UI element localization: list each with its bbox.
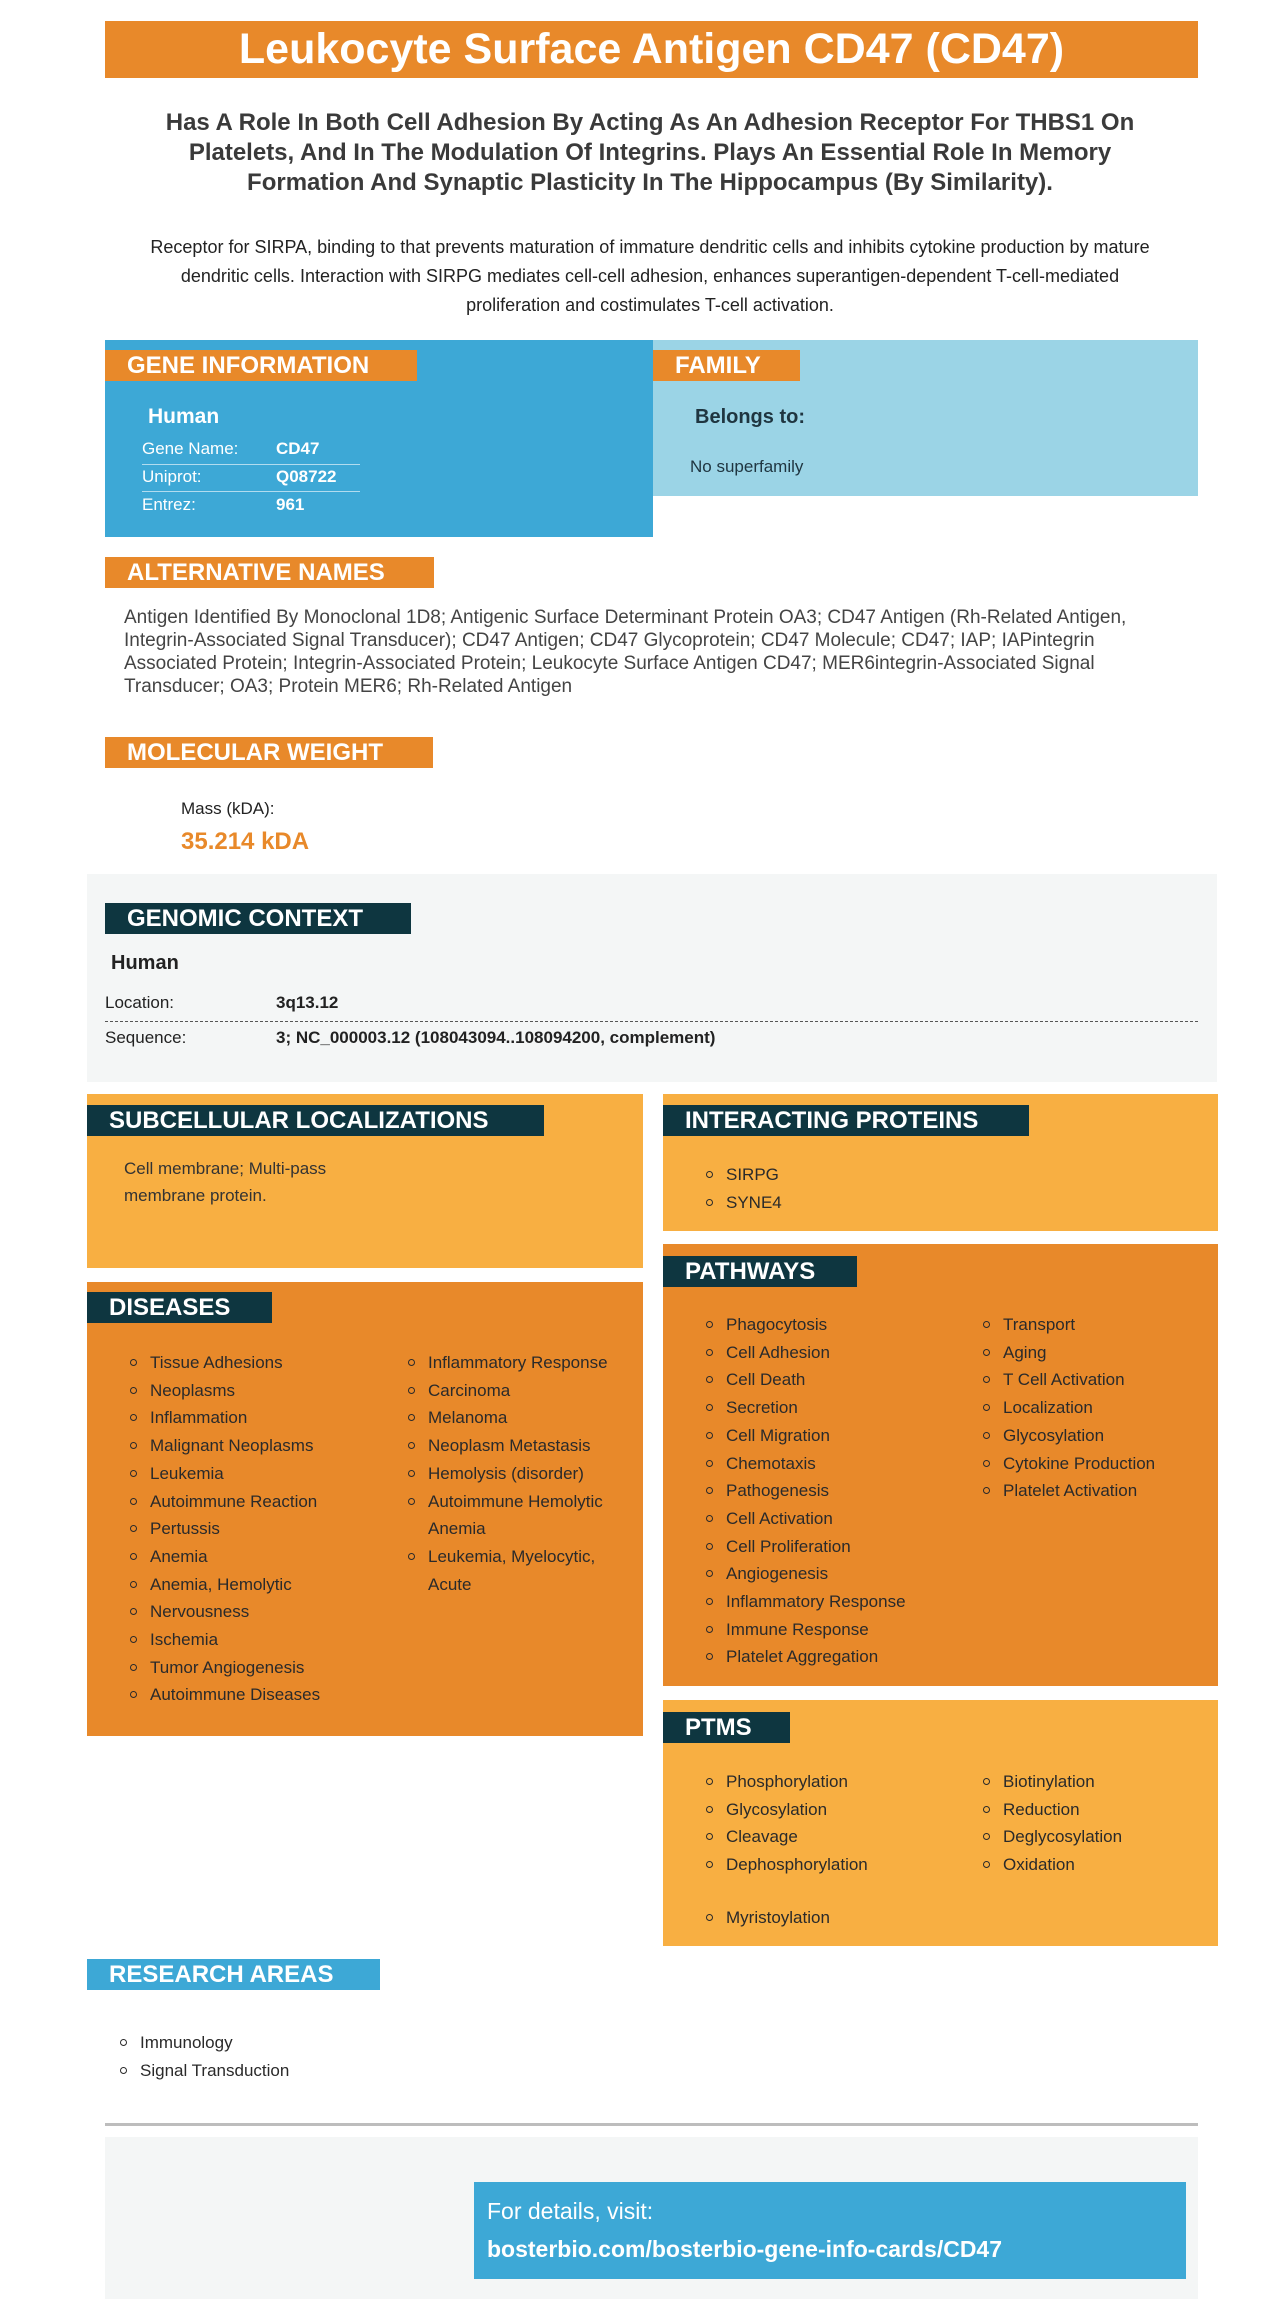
list-item: Oxidation xyxy=(983,1851,1203,1879)
location-value: 3q13.12 xyxy=(276,993,339,1012)
details-label: For details, visit: xyxy=(487,2198,654,2224)
uniprot-label: Uniprot: xyxy=(142,467,202,486)
list-item: Inflammatory Response xyxy=(408,1349,628,1377)
list-item: Platelet Activation xyxy=(983,1477,1203,1505)
list-item: Carcinoma xyxy=(408,1377,628,1405)
list-item: Melanoma xyxy=(408,1404,628,1432)
list-item: Transport xyxy=(983,1311,1203,1339)
ptms-list-extra xyxy=(706,1904,966,1932)
list-item: Deglycosylation xyxy=(983,1823,1203,1851)
list-item: Immune Response xyxy=(706,1616,966,1644)
list-item: Anemia xyxy=(130,1543,370,1571)
page-title: Leukocyte Surface Antigen CD47 (CD47) xyxy=(105,21,1198,78)
mass-label: Mass (kDA): xyxy=(181,799,275,818)
list-item: SYNE4 xyxy=(706,1189,782,1217)
location-label: Location: xyxy=(105,993,174,1012)
list-item: Nervousness xyxy=(130,1598,370,1626)
list-item: Platelet Aggregation xyxy=(706,1643,966,1671)
interacting-proteins-list xyxy=(706,1161,782,1216)
family-belongs-label: Belongs to: xyxy=(695,406,805,428)
interacting-proteins-heading: INTERACTING PROTEINS xyxy=(663,1105,1029,1136)
diseases-list-left xyxy=(130,1349,370,1709)
details-url-link[interactable]: bosterbio.com/bosterbio-gene-info-cards/CD47 xyxy=(487,2236,1003,2262)
list-item: Tissue Adhesions xyxy=(130,1349,370,1377)
list-item: Autoimmune Diseases xyxy=(130,1681,370,1709)
details-link-box[interactable] xyxy=(474,2182,1186,2279)
list-item: Leukemia xyxy=(130,1460,370,1488)
family-value: No superfamily xyxy=(690,457,804,476)
list-item: Anemia, Hemolytic xyxy=(130,1571,370,1599)
list-item: Cell Adhesion xyxy=(706,1339,966,1367)
gene-name-label: Gene Name: xyxy=(142,439,239,458)
pathways-list-right xyxy=(983,1311,1203,1505)
list-item: Secretion xyxy=(706,1394,966,1422)
list-item: Autoimmune Hemolytic Anemia xyxy=(408,1488,628,1543)
list-item: Tumor Angiogenesis xyxy=(130,1654,370,1682)
list-item: Leukemia, Myelocytic, Acute xyxy=(408,1543,628,1598)
subcellular-text: Cell membrane; Multi-pass membrane protein. xyxy=(124,1159,327,1205)
subcellular-heading: SUBCELLULAR LOCALIZATIONS xyxy=(87,1105,544,1136)
list-item: Chemotaxis xyxy=(706,1450,966,1478)
dotted-divider xyxy=(105,1021,1198,1022)
research-areas-list xyxy=(120,2029,289,2084)
list-item: Neoplasms xyxy=(130,1377,370,1405)
list-item: Cell Death xyxy=(706,1366,966,1394)
family-heading: FAMILY xyxy=(653,350,800,381)
genomic-species: Human xyxy=(111,952,179,974)
entrez-label: Entrez: xyxy=(142,495,196,514)
pathways-list-left xyxy=(706,1311,966,1671)
list-item: Cleavage xyxy=(706,1823,966,1851)
list-item: Signal Transduction xyxy=(120,2057,289,2085)
list-item: Malignant Neoplasms xyxy=(130,1432,370,1460)
function-summary: Has A Role In Both Cell Adhesion By Acting As An Adhesion Receptor For THBS1 On Platelets, And In The Modulation Of Integrins. Plays An Essential Role In Memory Formation And Synaptic Plasticity In The Hippocampus (By Similarity). xyxy=(165,109,1135,196)
list-item: SIRPG xyxy=(706,1161,782,1189)
gene-species: Human xyxy=(148,405,220,428)
list-item: Pertussis xyxy=(130,1515,370,1543)
list-item: Ischemia xyxy=(130,1626,370,1654)
list-item: Cell Activation xyxy=(706,1505,966,1533)
list-item: Glycosylation xyxy=(983,1422,1203,1450)
gene-information-heading: GENE INFORMATION xyxy=(105,350,417,381)
entrez-row xyxy=(142,491,360,519)
list-item: Aging xyxy=(983,1339,1203,1367)
sequence-label: Sequence: xyxy=(105,1028,187,1047)
list-item: Hemolysis (disorder) xyxy=(408,1460,628,1488)
gene-name-row xyxy=(142,435,360,463)
list-item: T Cell Activation xyxy=(983,1366,1203,1394)
description-text: Receptor for SIRPA, binding to that prevents maturation of immature dendritic cells and inhibits cytokine production by mature dendritic cells. Interaction with SIRPG mediates cell-cell adhesion, enhances superantigen-dependent T-cell-mediated proliferation and costimulates T-cell activation. xyxy=(150,237,1150,315)
sequence-value: 3; NC_000003.12 (108043094..108094200, complement) xyxy=(276,1028,716,1047)
diseases-list-right xyxy=(408,1349,628,1598)
ptms-list-left xyxy=(706,1768,966,1879)
list-item: Immunology xyxy=(120,2029,289,2057)
ptms-heading: PTMS xyxy=(663,1712,790,1743)
list-item: Angiogenesis xyxy=(706,1560,966,1588)
list-item: Glycosylation xyxy=(706,1796,966,1824)
list-item: Phosphorylation xyxy=(706,1768,966,1796)
mass-value: 35.214 kDA xyxy=(181,828,310,855)
list-item: Cell Proliferation xyxy=(706,1533,966,1561)
list-item: Pathogenesis xyxy=(706,1477,966,1505)
alternative-names-text: Antigen Identified By Monoclonal 1D8; Antigenic Surface Determinant Protein OA3; CD47 Antigen (Rh-Related Antigen, Integrin-Associated Signal Transducer); CD47 Antigen; CD47 Glycoprotein; CD47 Molecule; CD47; IAP; IAPintegrin Associated Protein; Integrin-Associated Protein; Leukocyte Surface Antigen CD47; MER6integrin-Associated Signal Transducer; OA3; Protein MER6; Rh-Related Antigen xyxy=(124,607,1127,697)
entrez-value: 961 xyxy=(276,495,305,514)
gene-name-value: CD47 xyxy=(276,439,320,458)
list-item: Myristoylation xyxy=(706,1904,966,1932)
ptms-list-right xyxy=(983,1768,1203,1879)
research-areas-heading: RESEARCH AREAS xyxy=(87,1959,380,1990)
list-item: Inflammation xyxy=(130,1404,370,1432)
diseases-heading: DISEASES xyxy=(87,1292,272,1323)
list-item: Localization xyxy=(983,1394,1203,1422)
alternative-names-heading: ALTERNATIVE NAMES xyxy=(105,557,434,588)
molecular-weight-heading: MOLECULAR WEIGHT xyxy=(105,737,433,768)
genomic-context-heading: GENOMIC CONTEXT xyxy=(105,903,411,934)
list-item: Dephosphorylation xyxy=(706,1851,966,1879)
list-item: Phagocytosis xyxy=(706,1311,966,1339)
list-item: Inflammatory Response xyxy=(706,1588,966,1616)
list-item: Autoimmune Reaction xyxy=(130,1488,370,1516)
uniprot-value: Q08722 xyxy=(276,467,337,486)
list-item: Reduction xyxy=(983,1796,1203,1824)
uniprot-row xyxy=(142,463,360,491)
list-item: Cell Migration xyxy=(706,1422,966,1450)
list-item: Cytokine Production xyxy=(983,1450,1203,1478)
footer-divider xyxy=(105,2123,1198,2126)
list-item: Biotinylation xyxy=(983,1768,1203,1796)
list-item: Neoplasm Metastasis xyxy=(408,1432,628,1460)
pathways-heading: PATHWAYS xyxy=(663,1256,857,1287)
